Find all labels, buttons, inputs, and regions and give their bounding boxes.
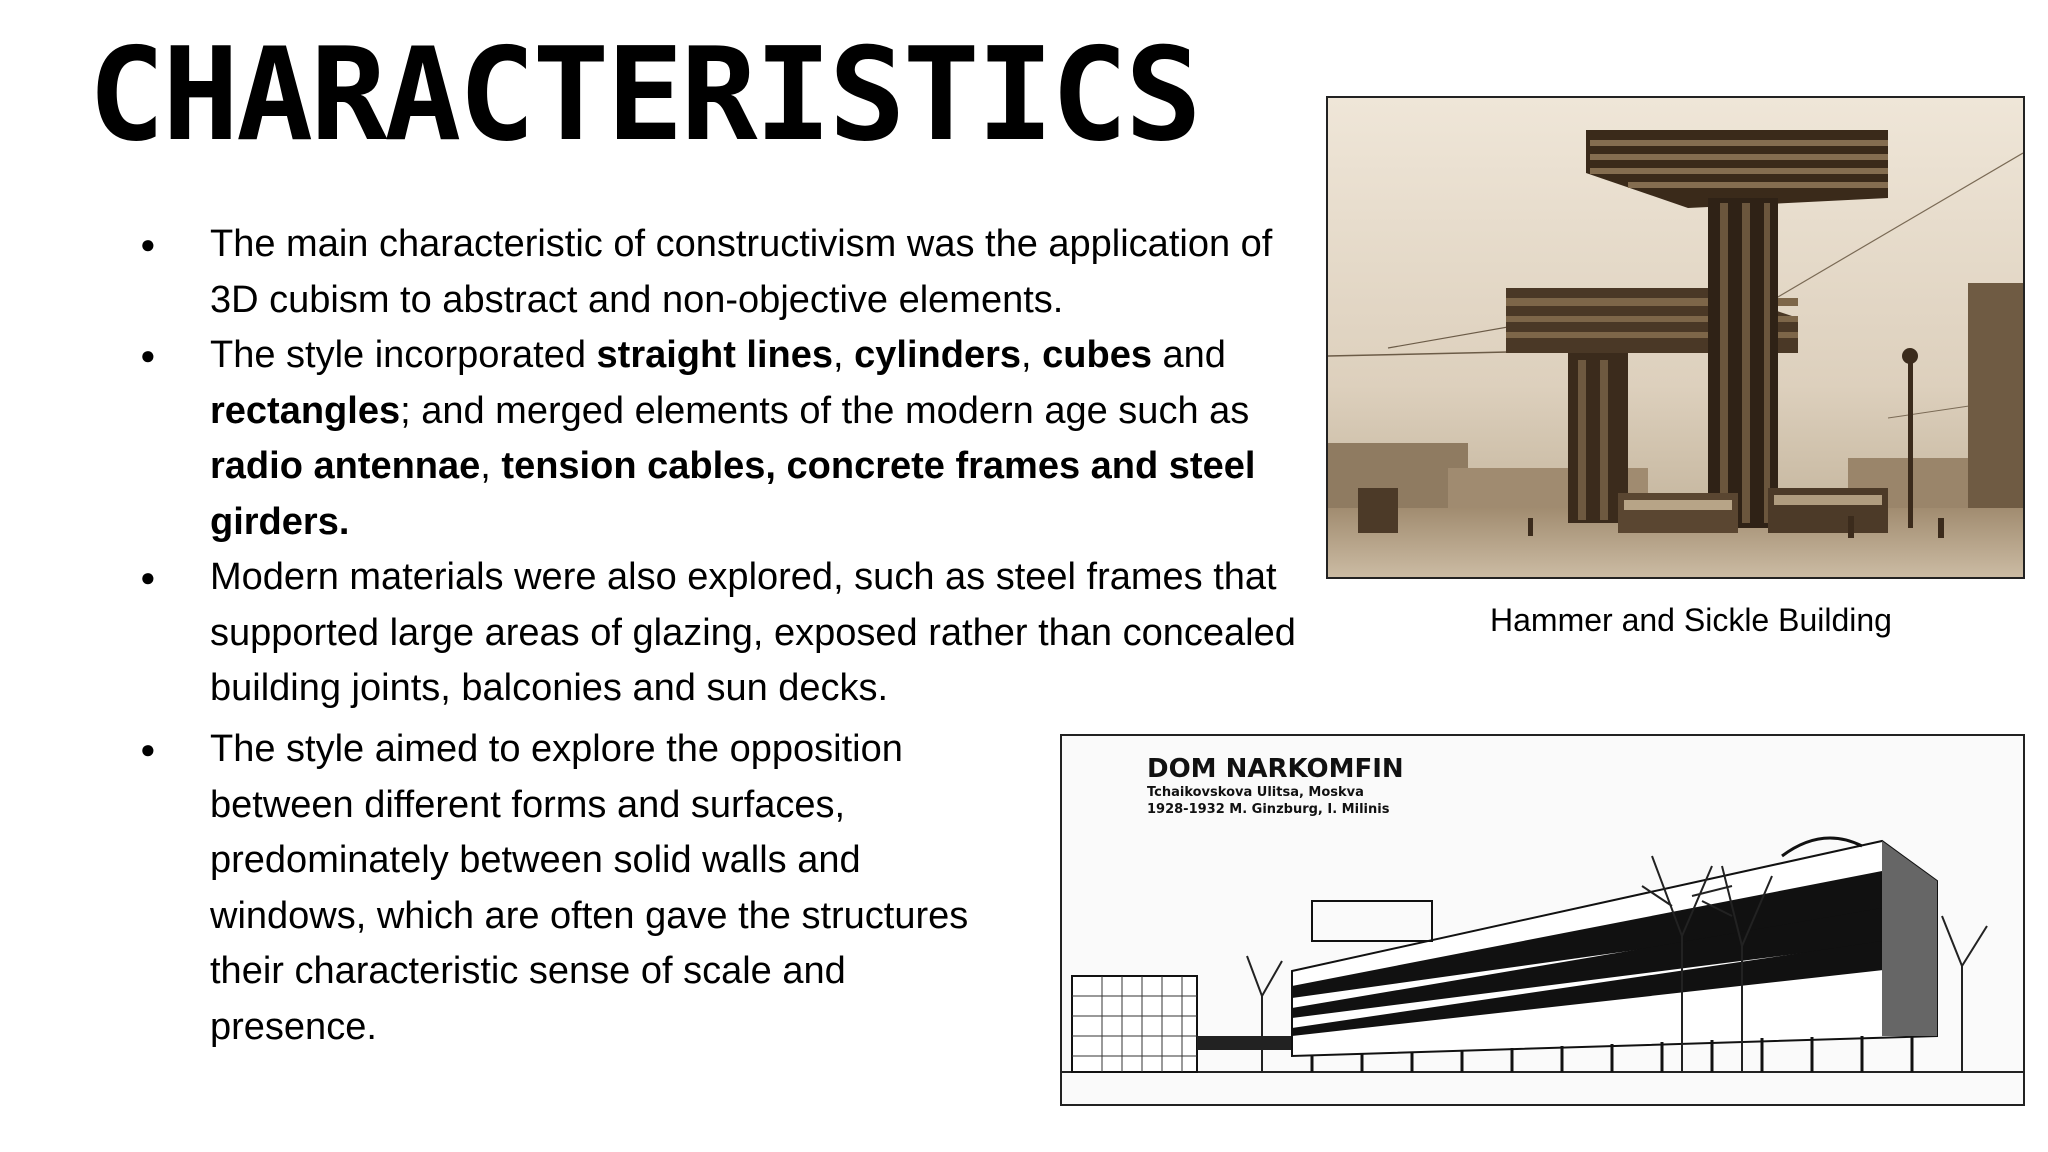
dom-narkomfin-label xyxy=(1147,754,1404,818)
hammer-and-sickle-building-photo xyxy=(1326,96,2025,579)
bullet-item-modern-materials xyxy=(210,550,1320,717)
dom-narkomfin-drawing xyxy=(1060,734,2025,1106)
bullet-item-application-of-cubism xyxy=(210,217,1320,328)
dom-narkomfin-title: DOM NARKOMFIN xyxy=(1147,754,1404,784)
bullet-text: The main characteristic of constructivism was the application of 3D cubism to abstract and non-objective elements. xyxy=(210,223,1273,321)
bullet-text: and xyxy=(1151,334,1226,376)
dom-narkomfin-architects: 1928-1932 M. Ginzburg, I. Milinis xyxy=(1147,802,1390,817)
bullet-bold-text: cylinders xyxy=(854,334,1022,376)
dom-narkomfin-address: Tchaikovskova Ulitsa, Moskva xyxy=(1147,785,1364,800)
bullet-bold-text: radio antennae xyxy=(210,445,481,487)
bullet-text: , xyxy=(480,445,502,487)
bullet-bold-text: rectangles xyxy=(210,389,401,432)
hammer-and-sickle-building-caption: Hammer and Sickle Building xyxy=(1490,602,1892,638)
bullet-text: ; and merged elements of the modern age such as xyxy=(400,389,1250,432)
bullet-bold-text: straight lines xyxy=(596,334,834,376)
hammer-and-sickle-building-illustration xyxy=(1328,98,2023,577)
bullet-item-style-incorporated xyxy=(210,328,1320,550)
bullet-text: , xyxy=(1021,334,1043,376)
bullet-text: Modern materials were also explored, such as steel frames that supported large areas of glazing, exposed rather than concealed building joints, balconies and sun decks. xyxy=(210,556,1296,709)
slide-title: CHARACTERISTICS xyxy=(88,21,1199,170)
bullet-bold-text: cubes xyxy=(1042,334,1152,376)
bullet-text: The style incorporated xyxy=(210,334,597,376)
bullet-bold-text: tension cables, concrete frames and steel girders. xyxy=(210,445,1256,543)
bullet-text: , xyxy=(833,334,855,376)
bullet-text: The style aimed to explore the opposition between different forms and surfaces, predominately between solid walls and windows, which are often gave the structures their characteristic sense of scale and presence. xyxy=(210,728,969,1048)
bullet-item-opposition-of-forms xyxy=(210,722,1010,1055)
